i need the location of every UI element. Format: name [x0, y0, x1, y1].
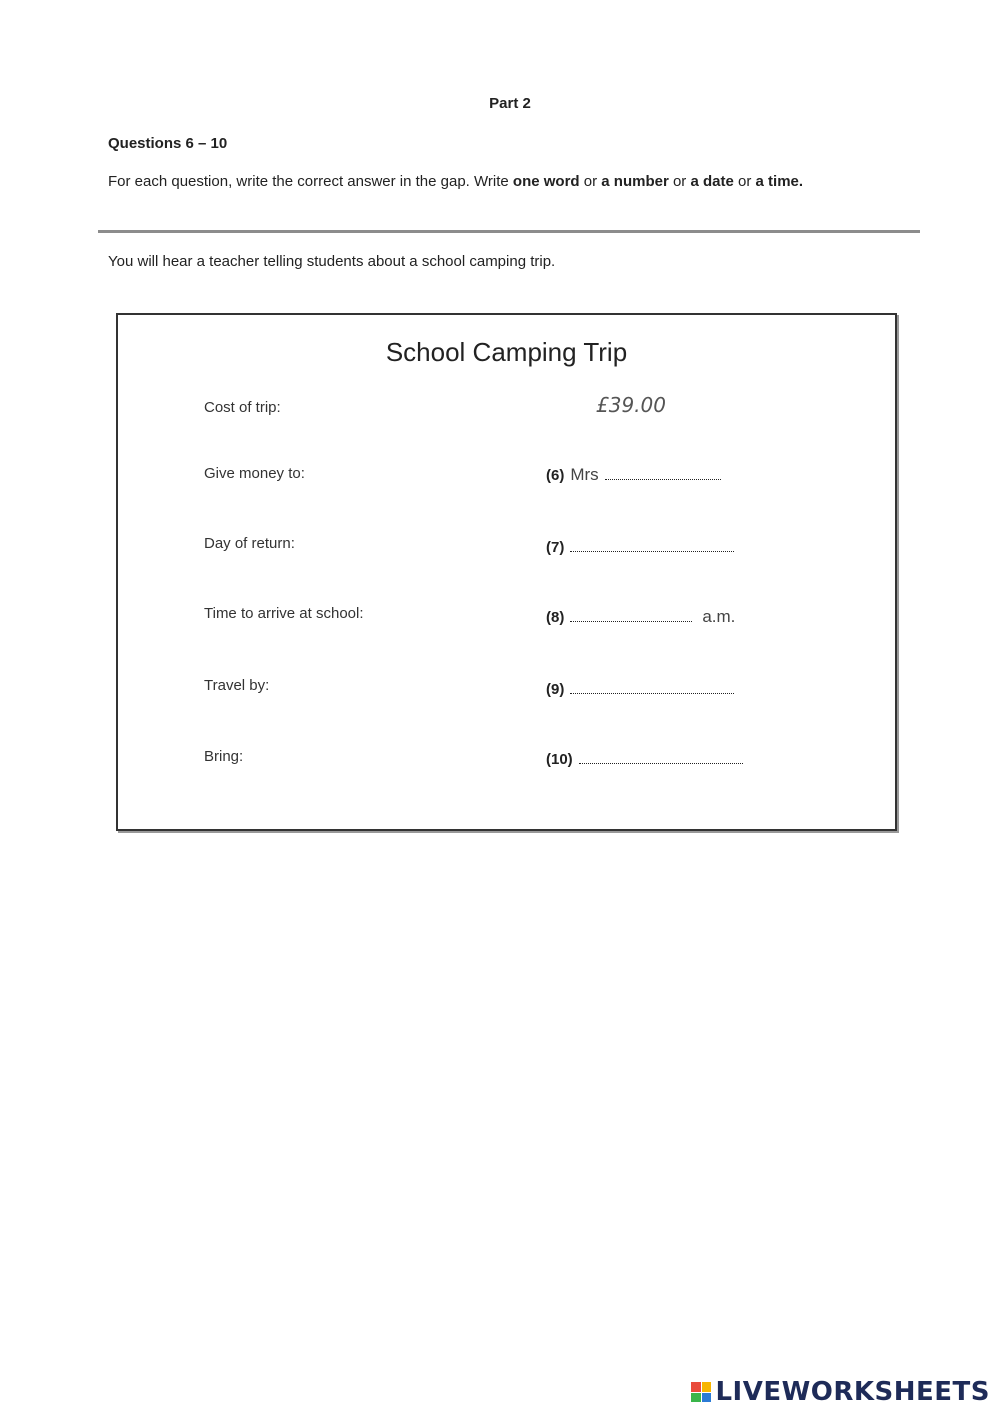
question-number-6: (6)	[546, 467, 565, 484]
logo-square-red	[691, 1382, 701, 1392]
cost-label: Cost of trip:	[204, 399, 281, 416]
instruction-a-number: a number	[601, 173, 669, 190]
time-to-arrive-label: Time to arrive at school:	[204, 605, 364, 622]
form-title: School Camping Trip	[385, 337, 628, 367]
answer-9-gap[interactable]	[570, 679, 734, 694]
cost-answer: £39.00	[596, 393, 666, 417]
instruction-or: or	[579, 173, 602, 190]
instruction-a-date: a date	[690, 173, 734, 190]
instruction-a-time: a time.	[755, 173, 804, 190]
answer-8-suffix: a.m.	[702, 607, 736, 626]
give-money-label: Give money to:	[204, 465, 305, 482]
instruction-or: or	[668, 173, 691, 190]
instructions	[108, 172, 898, 191]
answer-8-gap[interactable]	[570, 607, 692, 622]
instruction-one-word: one word	[512, 173, 580, 190]
answer-10	[546, 749, 743, 768]
question-number-10: (10)	[546, 751, 573, 768]
question-number-9: (9)	[546, 681, 565, 698]
answer-10-gap[interactable]	[579, 749, 743, 764]
liveworksheets-logo-icon	[691, 1382, 711, 1402]
instruction-or: or	[733, 173, 756, 190]
liveworksheets-logo[interactable]	[691, 1377, 990, 1407]
logo-text: LIVEWORKSHEETS	[715, 1377, 990, 1407]
instruction-text: For each question, write the correct answer in the gap. Write	[108, 173, 513, 190]
answer-6	[546, 465, 721, 485]
travel-by-label: Travel by:	[204, 677, 270, 694]
question-number-8: (8)	[546, 609, 565, 626]
divider	[98, 230, 920, 233]
part-title: Part 2	[489, 95, 531, 112]
logo-square-green	[691, 1393, 701, 1403]
answer-9	[546, 679, 734, 698]
form-box	[116, 313, 897, 831]
question-number-7: (7)	[546, 539, 565, 556]
answer-7-gap[interactable]	[570, 537, 734, 552]
day-of-return-label: Day of return:	[204, 535, 295, 552]
answer-8	[546, 607, 735, 627]
answer-6-prefix: Mrs	[570, 465, 599, 484]
context-text: You will hear a teacher telling students about a school camping trip.	[108, 253, 556, 270]
logo-square-blue	[702, 1393, 712, 1403]
logo-square-yellow	[702, 1382, 712, 1392]
bring-label: Bring:	[204, 748, 244, 765]
answer-6-gap[interactable]	[605, 465, 721, 480]
questions-heading: Questions 6 – 10	[108, 135, 228, 152]
answer-7	[546, 537, 734, 556]
